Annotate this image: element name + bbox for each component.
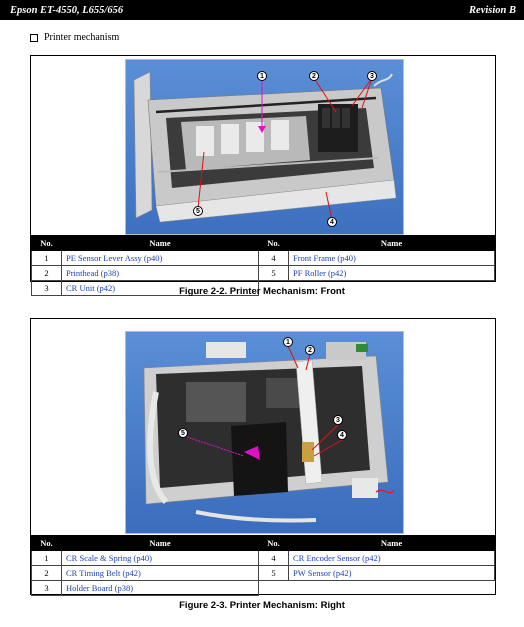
col-header-no: No. [259, 236, 289, 251]
callout-1: 1 [257, 71, 267, 81]
col-header-name: Name [62, 536, 259, 551]
col-header-name: Name [289, 236, 495, 251]
revision-label: Revision B [469, 4, 516, 16]
printer-front-image [126, 60, 403, 234]
parts-table-right [31, 535, 495, 596]
part-link[interactable]: Holder Board (p38) [62, 581, 259, 596]
part-link[interactable]: CR Scale & Spring (p40) [62, 551, 259, 566]
table-header-row [32, 236, 495, 251]
printer-right-photo [125, 331, 404, 534]
part-link[interactable]: CR Encoder Sensor (p42) [289, 551, 495, 566]
callout-5: 5 [193, 206, 203, 216]
row-number: 5 [259, 566, 289, 581]
callout-1: 1 [283, 337, 293, 347]
callout-4: 4 [337, 430, 347, 440]
callout-4: 4 [327, 217, 337, 227]
row-number: 3 [32, 281, 62, 296]
callout-3: 3 [367, 71, 377, 81]
row-number: 2 [32, 266, 62, 281]
figure-front-caption: Figure 2-2. Printer Mechanism: Front [179, 286, 345, 297]
row-number: 1 [32, 251, 62, 266]
table-row [32, 581, 495, 596]
printer-front-photo [125, 59, 404, 235]
col-header-no: No. [32, 536, 62, 551]
part-link[interactable]: Printhead (p38) [62, 266, 259, 281]
row-number: 3 [32, 581, 62, 596]
row-number: 4 [259, 551, 289, 566]
callout-2: 2 [309, 71, 319, 81]
checkbox-bullet-icon [30, 34, 38, 42]
document-title: Epson ET-4550, L655/656 [10, 4, 124, 16]
figure-right-box [30, 318, 496, 595]
table-row [32, 251, 495, 266]
row-number: 2 [32, 566, 62, 581]
part-link[interactable]: CR Timing Belt (p42) [62, 566, 259, 581]
section-title: Printer mechanism [44, 32, 120, 43]
part-link[interactable]: PE Sensor Lever Assy (p40) [62, 251, 259, 266]
callout-5: 5 [178, 428, 188, 438]
col-header-name: Name [62, 236, 259, 251]
part-link[interactable]: PF Roller (p42) [289, 266, 495, 281]
section-heading [30, 32, 119, 43]
part-link[interactable]: CR Unit (p42) [62, 281, 259, 296]
empty-cell [259, 581, 495, 596]
table-row [32, 266, 495, 281]
table-row [32, 551, 495, 566]
table-row [32, 566, 495, 581]
page-header [0, 0, 524, 20]
callout-2: 2 [305, 345, 315, 355]
col-header-no: No. [32, 236, 62, 251]
col-header-name: Name [289, 536, 495, 551]
row-number: 5 [259, 266, 289, 281]
part-link[interactable]: Front Frame (p40) [289, 251, 495, 266]
table-header-row [32, 536, 495, 551]
col-header-no: No. [259, 536, 289, 551]
figure-right-caption: Figure 2-3. Printer Mechanism: Right [179, 600, 345, 611]
part-link[interactable]: PW Sensor (p42) [289, 566, 495, 581]
printer-right-image [126, 332, 403, 533]
callout-3: 3 [333, 415, 343, 425]
row-number: 4 [259, 251, 289, 266]
row-number: 1 [32, 551, 62, 566]
